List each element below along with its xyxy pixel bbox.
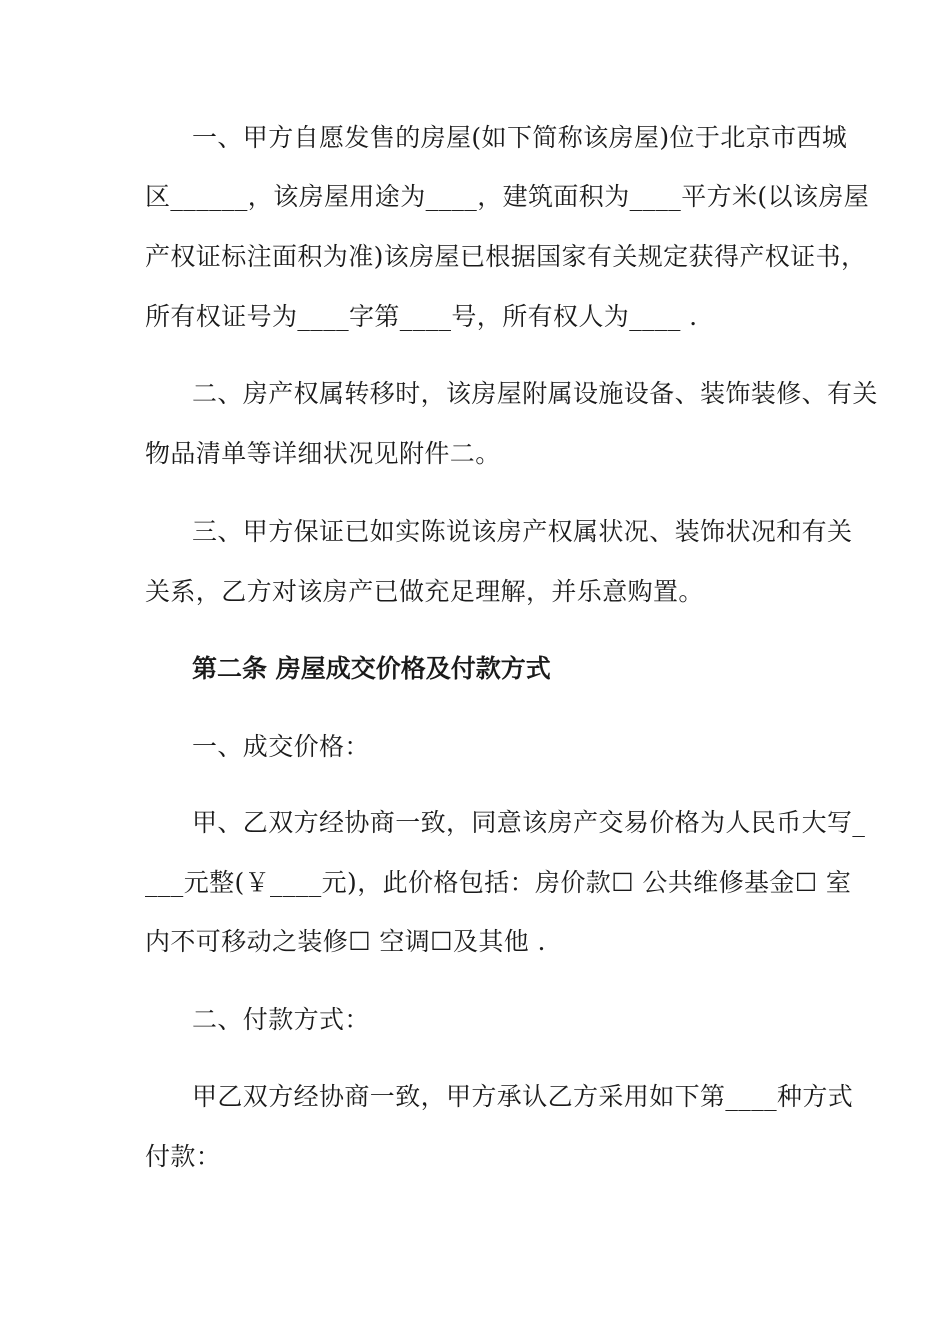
- payment-line-2: 付款：: [145, 1142, 222, 1171]
- clause-1-line-1: 一、甲方自愿发售的房屋(如下简称该房屋)位于北京市西城: [192, 123, 848, 152]
- clause-2-line-2: 物品清单等详细状况见附件二。: [145, 439, 501, 468]
- clause-2-line-1: 二、房产权属转移时，该房屋附属设施设备、装饰装修、有关: [192, 379, 878, 408]
- clause-1-line-2: 区______，该房屋用途为____，建筑面积为____平方米(以该房屋: [145, 182, 870, 211]
- clause-1-line-4: 所有权证号为____字第____号，所有权人为____ .: [145, 302, 698, 331]
- price-line-1: 甲、乙双方经协商一致，同意该房产交易价格为人民币大写_: [192, 808, 866, 837]
- price-line-3: 内不可移动之装修☐ 空调☐及其他 .: [145, 927, 546, 956]
- price-subheading: 一、成交价格：: [192, 732, 370, 761]
- payment-subheading: 二、付款方式：: [192, 1005, 370, 1034]
- price-line-2: ___元整(￥____元)，此价格包括：房价款☐ 公共维修基金☐ 室: [145, 868, 852, 897]
- payment-line-1: 甲乙双方经协商一致，甲方承认乙方采用如下第____种方式: [192, 1082, 854, 1111]
- clause-3-line-1: 三、甲方保证已如实陈说该房产权属状况、装饰状况和有关: [192, 517, 853, 546]
- clause-1-line-3: 产权证标注面积为准)该房屋已根据国家有关规定获得产权证书，: [145, 242, 867, 271]
- clause-3-line-2: 关系，乙方对该房产已做充足理解，并乐意购置。: [145, 577, 704, 606]
- section-heading: 第二条 房屋成交价格及付款方式: [192, 654, 551, 683]
